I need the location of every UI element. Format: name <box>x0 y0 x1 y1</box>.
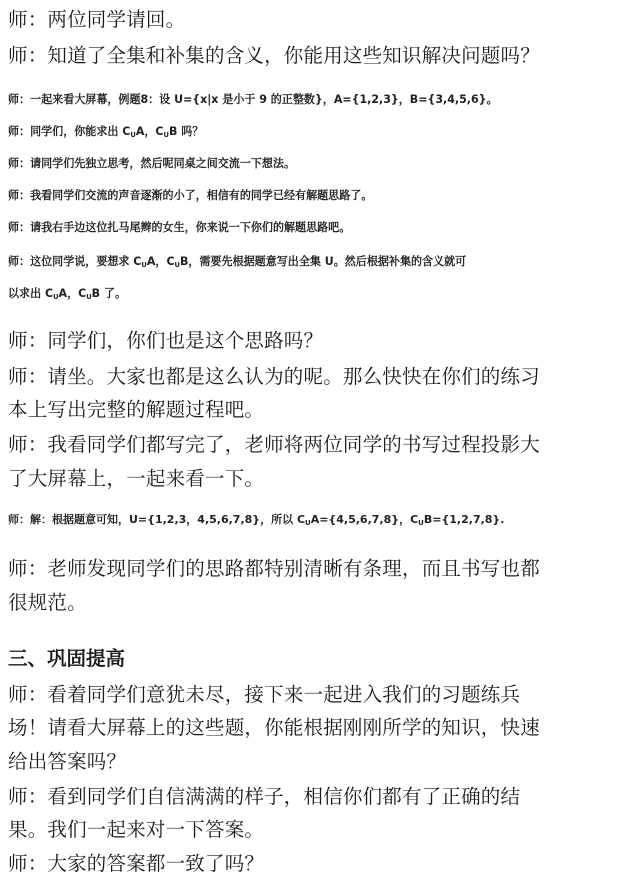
text-fragment: B={1,2,7,8}. <box>423 513 505 526</box>
paragraph-line: 师：同学们，你们也是这个思路吗？ <box>8 329 324 352</box>
subscript: U <box>86 293 92 301</box>
paragraph-line: 师：请我右手边这位扎马尾辫的女生，你来说一下你们的解题思路吧。 <box>8 220 351 234</box>
subscript: U <box>130 131 136 139</box>
paragraph-line: 果。我们一起来对一下答案。 <box>8 818 265 841</box>
paragraph-line: 给出答案吗？ <box>8 750 127 773</box>
subscript: U <box>141 261 147 269</box>
paragraph-line: 师：两位同学请回。 <box>8 8 186 31</box>
text-fragment: A，C <box>58 286 87 300</box>
text-fragment: A，C <box>146 254 175 268</box>
paragraph-line: 了大屏幕上，一起来看一下。 <box>8 467 265 490</box>
text-fragment: 师：同学们，你能求出 C <box>8 124 131 138</box>
paragraph-line: 师：请坐。大家也都是这么认为的呢。那么快快在你们的练习 <box>8 365 540 388</box>
paragraph-line <box>8 511 504 527</box>
paragraph-line <box>8 285 126 303</box>
subscript: U <box>53 293 59 301</box>
subscript: U <box>418 519 424 527</box>
paragraph-line: 师：老师发现同学们的思路都特别清晰有条理，而且书写也都 <box>8 557 540 580</box>
paragraph-line: 师：我看同学们交流的声音逐渐的小了，相信有的同学已经有解题思路了。 <box>8 188 373 202</box>
text-fragment: 以求出 C <box>8 286 54 300</box>
paragraph-line: 师：看到同学们自信满满的样子，相信你们都有了正确的结 <box>8 785 521 808</box>
text-fragment: 师：这位同学说，要想求 C <box>8 254 142 268</box>
paragraph-line: 师：看着同学们意犹未尽，接下来一起进入我们的习题练兵 <box>8 683 521 706</box>
paragraph-line: 师：请同学们先独立思考，然后呢同桌之间交流一下想法。 <box>8 156 296 170</box>
text-fragment: A，C <box>135 124 164 138</box>
paragraph-line: 师：我看同学们都写完了，老师将两位同学的书写过程投影大 <box>8 433 540 456</box>
paragraph-line: 师：知道了全集和补集的含义，你能用这些知识解决问题吗？ <box>8 44 540 67</box>
text-fragment: B 了。 <box>91 286 127 300</box>
paragraph-line: 师：大家的答案都一致了吗？ <box>8 852 265 875</box>
paragraph-line: 本上写出完整的解题过程吧。 <box>8 398 265 421</box>
text-fragment: B 吗？ <box>168 124 204 138</box>
text-fragment: A={4,5,6,7,8}，C <box>310 513 419 526</box>
paragraph-line: 师：一起来看大屏幕，例题8：设 U={x|x 是小于 9 的正整数}，A={1,2,3}，B={3,4,5,6}。 <box>8 92 498 106</box>
paragraph-line <box>8 253 466 271</box>
text-fragment: 师：解：根据题意可知，U={1,2,3，4,5,6,7,8}，所以 C <box>8 513 306 526</box>
text-fragment: B，需要先根据题意写出全集 U。然后根据补集的含义就可 <box>180 254 467 268</box>
paragraph-line: 场！请看大屏幕上的这些题，你能根据刚刚所学的知识，快速 <box>8 716 540 739</box>
subscript: U <box>174 261 181 269</box>
paragraph-line <box>8 123 203 141</box>
subscript: U <box>305 519 311 527</box>
section-heading: 三、巩固提高 <box>8 647 126 670</box>
paragraph-line: 很规范。 <box>8 591 87 614</box>
subscript: U <box>163 131 169 139</box>
